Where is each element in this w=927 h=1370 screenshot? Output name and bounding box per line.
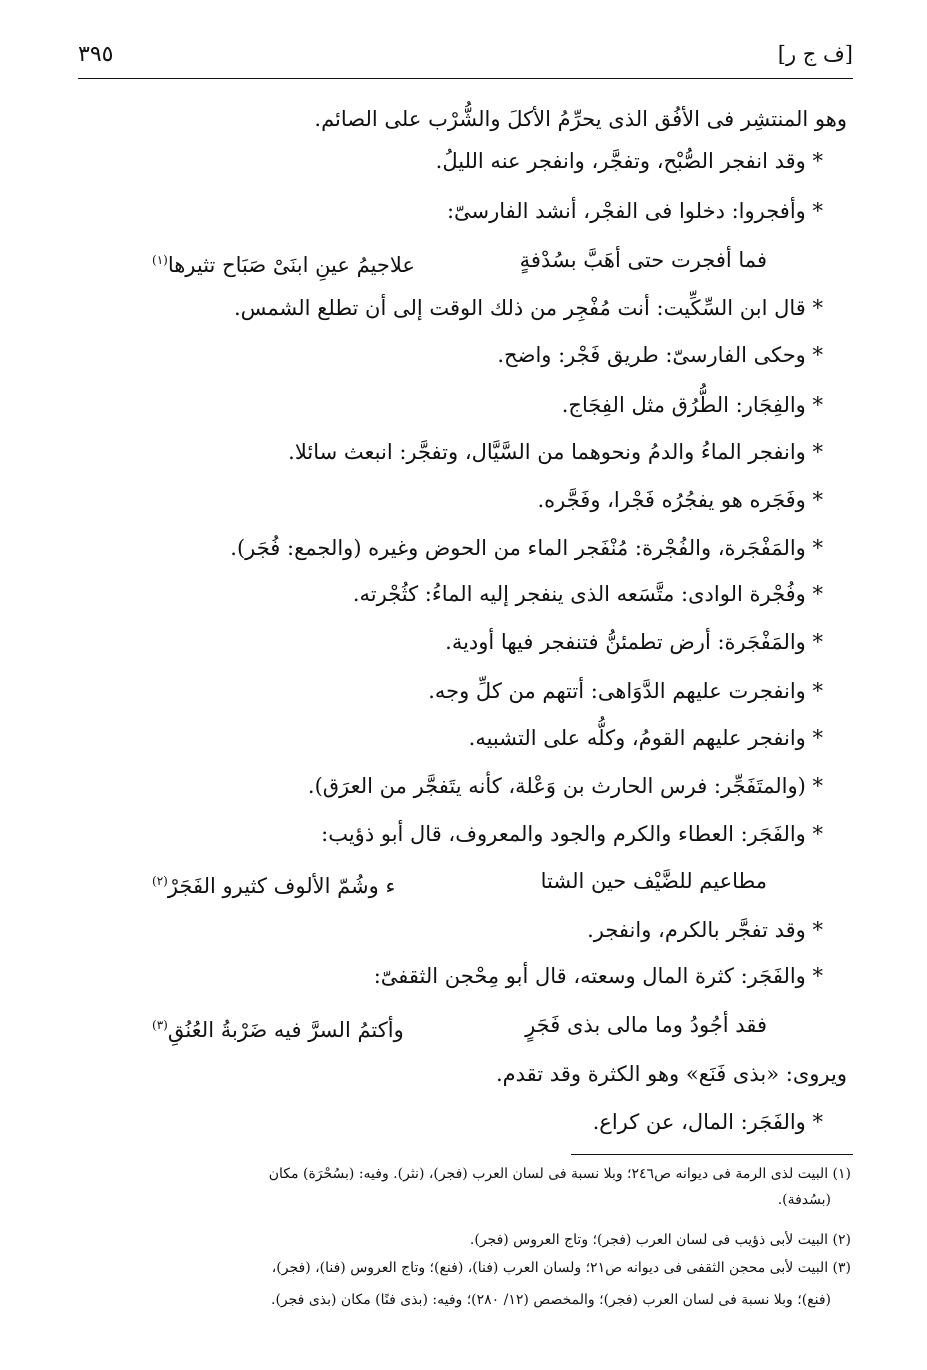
entry-line: * وانفجر عليهم القومُ، وكلُّه على التشبيه. xyxy=(468,726,823,750)
entry-line: * (والمتَفَجِّر: فرس الحارث بن وَعْلة، كأنه يتَفجَّر من العرَق). xyxy=(307,774,823,798)
entry-line: * وحكى الفارسىّ: طريق فَجْر: واضح. xyxy=(497,343,823,367)
footnote-continuation: (فنع)؛ وبلا نسبة فى لسان العرب (فجر)؛ والمخصص (١٢/ ٢٨٠)؛ وفيه: (بذى فنًا) مكان (بذى فجر). xyxy=(271,1292,831,1308)
root-heading: [ف ج ر] xyxy=(777,42,853,66)
verse-line xyxy=(152,1010,767,1042)
entry-line: * وفُجْرة الوادى: متَّسَعه الذى ينفجر إليه الماءُ: كثُجْرته. xyxy=(352,582,823,606)
entry-line: * والمَفْجَرة: أرض تطمئنُّ فتنفجر فيها أودية. xyxy=(445,630,823,654)
footnote-marker: (٣) xyxy=(152,1018,168,1032)
verse-line xyxy=(152,866,767,898)
footnote: (٢) البيت لأبى ذؤيب فى لسان العرب (فجر)؛ وتاج العروس (فجر). xyxy=(469,1232,851,1248)
entry-line: * قال ابن السِّكِّيت: أنت مُفْجِر من ذلك الوقت إلى أن تطلع الشمس. xyxy=(233,296,823,320)
entry-line: * وانفجرت عليهم الدَّوَاهى: أتتهم من كلِّ وجه. xyxy=(428,679,823,703)
entry-line: ويروى: «بذى فَنَع» وهو الكثرة وقد تقدم. xyxy=(495,1062,847,1086)
footnote-marker: (١) xyxy=(152,253,168,267)
entry-line: * والفِجَار: الطُّرُق مثل الفِجَاج. xyxy=(561,393,823,417)
entry-line: * وأفجروا: دخلوا فى الفجْر، أنشد الفارسىّ: xyxy=(446,199,823,223)
entry-line: * وفَجَره هو يفجُرُه فَجْرا، وفَجَّره. xyxy=(537,488,823,512)
verse-hemistich-first: فقد أجُودُ وما مالى بذى فَجَرٍ xyxy=(525,1013,767,1037)
entry-line: * وقد تفجَّر بالكرم، وانفجر. xyxy=(587,918,823,942)
entry-line: * والفَجَر: كثرة المال وسعته، قال أبو مِحْجن الثقفىّ: xyxy=(373,964,823,988)
verse-hemistich-first: فما أفجرت حتى أهَبَّ بسُدْفةٍ xyxy=(519,248,767,272)
page-number: ٣٩٥ xyxy=(78,42,114,67)
footnote: (٣) البيت لأبى محجن الثقفى فى ديوانه ص٢١؛ ولسان العرب (فنا)، (فنع)؛ وتاج العروس (فنا)، (فجر)، xyxy=(271,1260,851,1276)
verse-hemistich-second: ء وشُمّ الألوف كثيرو الفَجَرْ$^{(٢)}$ xyxy=(152,874,396,898)
footnote-marker: (٢) xyxy=(152,874,168,888)
entry-line: * والفَجَر: العطاء والكرم والجود والمعروف، قال أبو ذؤيب: xyxy=(321,822,823,846)
footnote-divider xyxy=(571,1154,853,1155)
verse-line xyxy=(152,245,767,277)
verse-hemistich-first: مطاعيم للضَّيْف حين الشتا xyxy=(540,869,767,893)
verse-hemistich-second: وأكتمُ السرَّ فيه ضَرْبةُ العُنُقِ$^{(٣)}$ xyxy=(152,1018,404,1042)
entry-line: * والمَفْجَرة، والفُجْرة: مُنْفَجر الماء من الحوض وغيره (والجمع: فُجَر). xyxy=(230,536,823,560)
footnote-continuation: (بسُدفة). xyxy=(777,1192,831,1208)
entry-line: * وانفجر الماءُ والدمُ ونحوهما من السَّيَّال، وتفجَّر: انبعث سائلا. xyxy=(288,440,823,464)
entry-line: وهو المنتشِر فى الأفُق الذى يحرِّمُ الأكلَ والشُّرْب على الصائم. xyxy=(314,107,847,131)
verse-hemistich-second: علاجيمُ عينِ ابنَىْ صَبَاح تثيرها$^{(١)}$ xyxy=(152,253,415,277)
entry-line: * وقد انفجر الصُّبْح، وتفجَّر، وانفجر عنه الليلُ. xyxy=(435,149,823,173)
entry-line: * والفَجَر: المال، عن كراع. xyxy=(592,1110,823,1134)
page-header xyxy=(78,42,853,79)
footnote: (١) البيت لذى الرمة فى ديوانه ص٢٤٦؛ وبلا نسبة فى لسان العرب (فجر)، (نثر). وفيه: (بسُحْرَة) مكان xyxy=(268,1166,851,1182)
